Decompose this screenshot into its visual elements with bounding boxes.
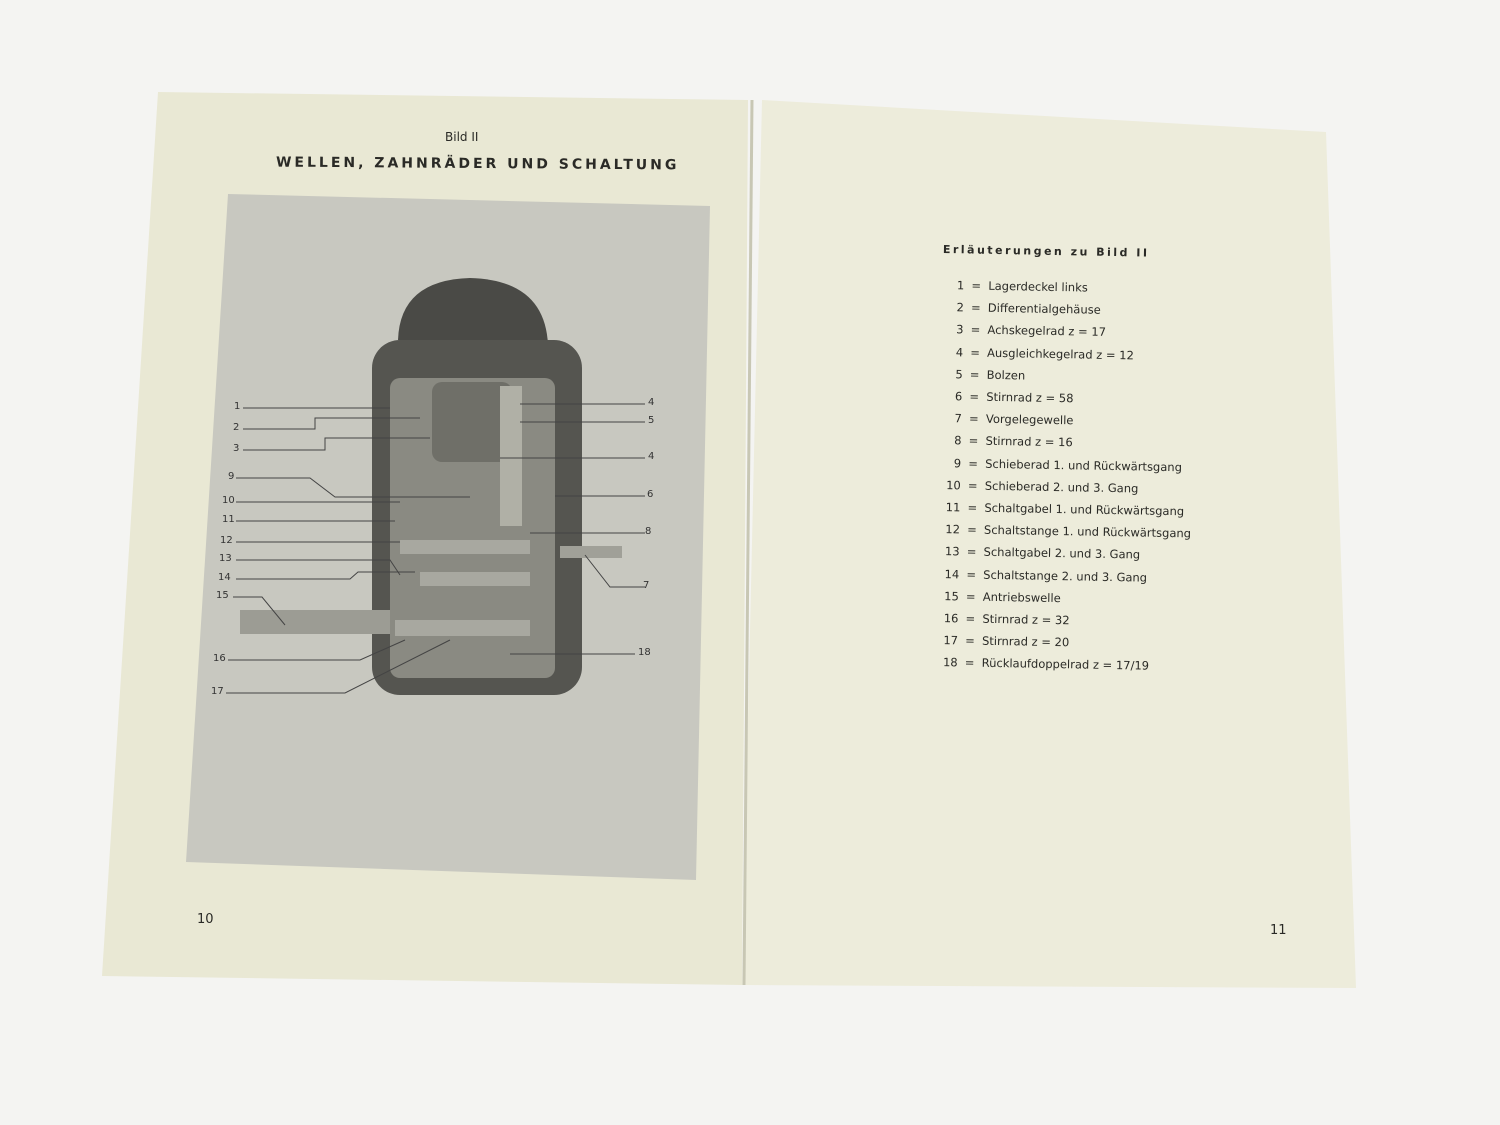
legend-item-eq: = [969,367,980,382]
legend-item-num: 12 [945,522,961,537]
legend-item-text: Stirnrad z = 16 [985,434,1073,450]
legend-item-num: 17 [943,633,959,648]
legend-title: Erläuterungen zu Bild II [942,243,1150,260]
page-title: WELLEN, ZAHNRÄDER UND SCHALTUNG [275,154,680,174]
legend-item-num: 8 [954,433,962,448]
legend-item-num: 2 [956,300,964,315]
legend-item-text: Ausgleichkegelrad z = 12 [986,345,1134,363]
legend-item-eq: = [968,411,979,426]
legend-item-eq: = [965,611,976,626]
callout-label: 14 [218,572,231,583]
legend-item-eq: = [970,300,981,315]
legend-item-text: Lagerdeckel links [988,278,1088,295]
legend-item-eq: = [968,433,979,449]
callout-label: 8 [645,526,652,537]
legend-item [935,651,1188,678]
callout-label: 2 [233,422,240,433]
legend-item-eq: = [967,522,977,537]
callout-label: 1 [234,401,241,412]
legend-item-num: 11 [945,500,961,515]
legend-item-eq: = [967,478,978,493]
figure-caption: Bild II [445,130,479,144]
legend-item-eq: = [971,278,982,293]
legend-item-num: 16 [943,610,959,626]
legend-item-num: 10 [946,477,961,493]
legend-item-text: Schieberad 2. und 3. Gang [984,478,1139,496]
callout-label: 17 [211,686,224,697]
legend-item-num: 3 [956,322,964,337]
callout-label: 18 [638,647,651,658]
legend-item-text: Bolzen [986,367,1026,383]
callout-label: 5 [648,415,655,426]
legend-item-num: 6 [954,389,963,404]
legend-item-text: Differentialgehäuse [987,301,1101,318]
legend-item-text: Schaltgabel 1. und Rückwärtsgang [984,500,1185,519]
legend-item-text: Schieberad 1. und Rückwärtsgang [985,456,1183,474]
legend-item-text: Antriebswelle [982,589,1061,605]
legend-item-eq: = [969,389,980,404]
legend-item-eq: = [966,566,977,582]
legend-item-num: 1 [956,278,965,293]
callout-label: 13 [219,553,232,564]
legend-item-num: 4 [955,344,964,360]
legend-item-eq: = [964,655,975,670]
page-number-right: 11 [1270,923,1287,938]
legend-item-num: 15 [944,588,959,604]
legend-item-text: Stirnrad z = 32 [982,611,1070,628]
legend-item-num: 5 [955,367,963,382]
legend-item-eq: = [970,322,981,338]
legend-item-text: Rücklaufdoppelrad z = 17/19 [981,656,1150,673]
legend-item-text: Achskegelrad z = 17 [987,323,1107,340]
callout-label: 16 [213,653,226,664]
legend-item-text: Schaltstange 2. und 3. Gang [983,567,1148,585]
legend-item-eq: = [966,544,977,559]
callout-label: 3 [233,443,240,454]
legend-item-num: 13 [944,544,960,559]
callout-label: 12 [220,535,233,546]
callout-label: 6 [647,489,654,500]
page-number-left: 10 [197,912,214,927]
callout-label: 9 [228,471,235,482]
legend-item-eq: = [965,589,976,604]
callout-label: 11 [222,514,235,525]
legend-item-num: 9 [953,455,962,470]
legend-item-num: 18 [942,655,958,670]
legend-item-text: Stirnrad z = 20 [981,633,1070,650]
legend-item-eq: = [967,500,978,515]
legend-item-eq: = [968,456,979,471]
legend-item-text: Vorgelegewelle [985,411,1074,428]
legend-item-num: 14 [944,566,960,581]
legend-item-text: Schaltstange 1. und Rückwärtsgang [983,522,1192,541]
legend-item-text: Stirnrad z = 58 [986,389,1074,406]
legend-item-text: Schaltgabel 2. und 3. Gang [983,545,1141,562]
callout-label: 4 [648,451,655,462]
legend-item-eq: = [965,633,975,648]
callout-label: 4 [648,397,655,408]
callout-label: 7 [643,580,650,591]
legend-item-eq: = [970,345,981,360]
callout-label: 15 [216,590,229,601]
callout-label: 10 [222,495,235,506]
legend-item-num: 7 [954,411,963,426]
legend [935,243,1196,678]
